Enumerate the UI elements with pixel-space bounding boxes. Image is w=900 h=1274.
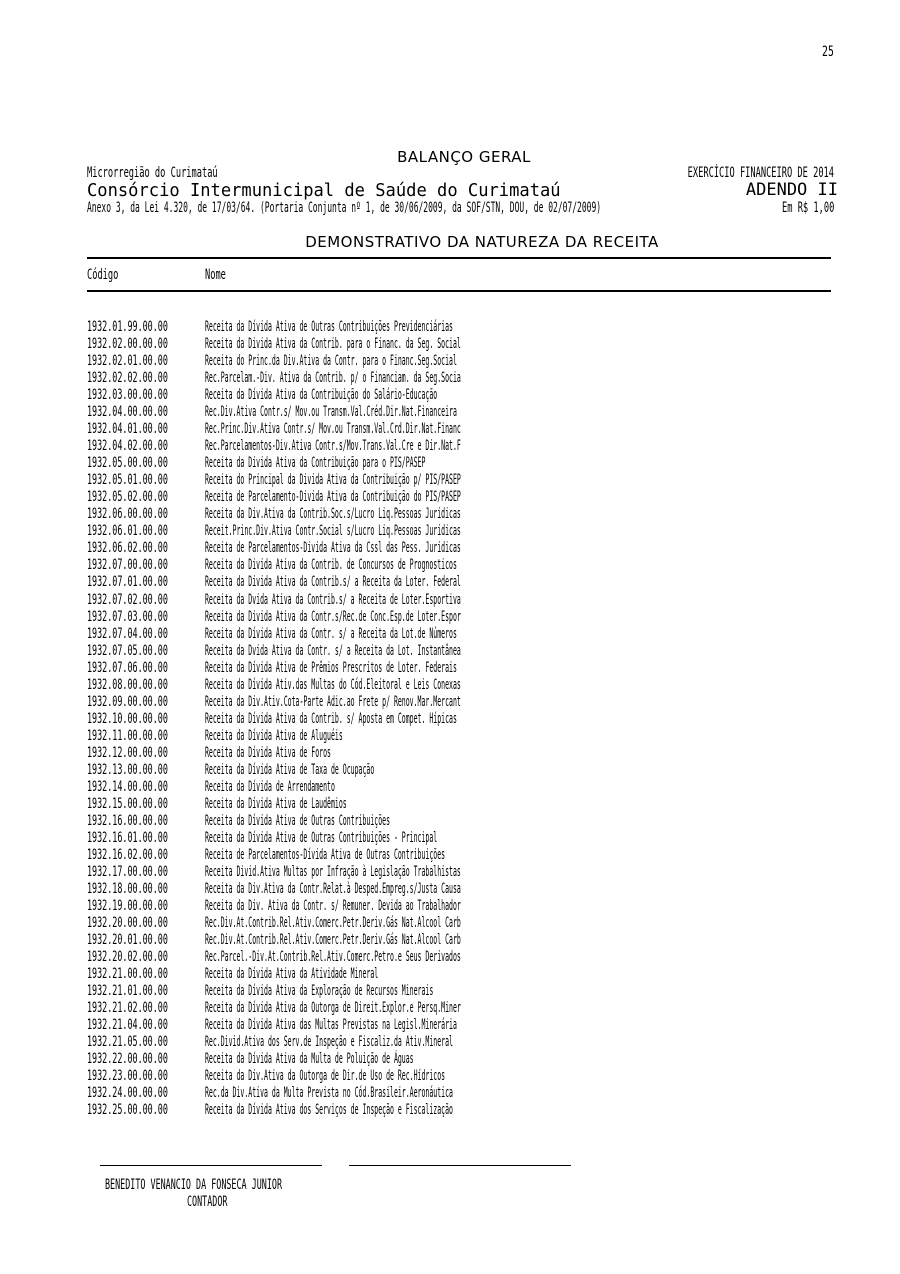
revenue-name: Rec.Princ.Div.Ativa Contr.s/ Mov.ou Transm.Val.Crd.Dir.Nat.Financ — [205, 421, 461, 438]
revenue-name: Receita da Dívida Ativa de Aluguéis — [205, 727, 343, 744]
revenue-code: 1932.21.00.00.00 — [87, 966, 168, 983]
table-row — [87, 932, 847, 949]
table-row — [87, 1068, 847, 1085]
revenue-name: Receita da Div.Ativa da Contrib.Soc.s/Lucro Liq.Pessoas Juridicas — [205, 506, 461, 523]
table-row — [87, 660, 847, 677]
table-row — [87, 779, 847, 796]
revenue-code: 1932.14.00.00.00 — [87, 778, 168, 795]
revenue-code: 1932.20.01.00.00 — [87, 932, 168, 949]
revenue-code: 1932.04.00.00.00 — [87, 404, 168, 421]
table-row — [87, 677, 847, 694]
revenue-code: 1932.20.02.00.00 — [87, 949, 168, 966]
entity-name: Consórcio Intermunicipal de Saúde do Curimataú — [87, 180, 561, 201]
table-row — [87, 592, 847, 609]
revenue-code: 1932.02.01.00.00 — [87, 353, 168, 370]
revenue-name: Receita da Dívida Ativa das Multas Previstas na Legisl.Minerária — [205, 1017, 457, 1034]
revenue-code: 1932.01.99.00.00 — [87, 319, 168, 335]
revenue-code: 1932.12.00.00.00 — [87, 744, 168, 761]
table-row — [87, 387, 847, 404]
revenue-name: Rec.Divid.Ativa dos Serv.de Inspeção e Fiscaliz.da Ativ.Mineral — [205, 1034, 453, 1051]
revenue-name: Receita da Dívida Ativa de Outras Contribuições — [205, 812, 391, 829]
revenue-name: Receita da Dívida Ativa dos Serviços de Inspeção e Fiscalização — [205, 1102, 453, 1119]
revenue-code: 1932.06.01.00.00 — [87, 523, 168, 540]
revenue-code: 1932.07.02.00.00 — [87, 591, 168, 608]
revenue-name: Receita de Parcelamentos-Dívida Ativa de Outras Contribuições — [205, 846, 446, 863]
revenue-code: 1932.04.01.00.00 — [87, 421, 168, 438]
signatory-name: BENEDITO VENANCIO DA FONSECA JUNIOR — [105, 1177, 283, 1193]
table-row — [87, 353, 847, 370]
revenue-code: 1932.07.03.00.00 — [87, 608, 168, 625]
revenue-code: 1932.06.02.00.00 — [87, 540, 168, 557]
revenue-name: Receita da Div. Ativa da Contr. s/ Remuner. Devida ao Trabalhador — [205, 898, 461, 915]
table-row — [87, 626, 847, 643]
revenue-name: Receita da Dívida Ativa de Foros — [205, 744, 331, 761]
revenue-name: Rec.Parcelam.-Div. Ativa da Contrib. p/ o Financiam. da Seg.Socia — [205, 370, 461, 387]
table-row — [87, 847, 847, 864]
revenue-name: Receita da Dívida Ativa da Contrib. s/ Aposta em Compet. Hípicas — [205, 710, 457, 727]
revenue-name: Rec.Div.At.Contrib.Rel.Ativ.Comerc.Petr.Deriv.Gás Nat.Alcool Carb — [205, 915, 461, 932]
report-title: BALANÇO GERAL — [397, 148, 531, 166]
table-row — [87, 643, 847, 660]
table-row — [87, 438, 847, 455]
revenue-code: 1932.08.00.00.00 — [87, 676, 168, 693]
revenue-code: 1932.03.00.00.00 — [87, 387, 168, 404]
revenue-name: Receita da Dívida Ativa de Outras Contribuições Previdenciárias — [205, 319, 453, 335]
revenue-code: 1932.07.04.00.00 — [87, 625, 168, 642]
revenue-name: Receita da Dívida Ativa de Outras Contribuições - Principal — [205, 829, 438, 846]
revenue-name: Receita da Dívida Ativa da Outorga de Direit.Explor.e Persq.Miner — [205, 1000, 461, 1017]
table-row — [87, 489, 847, 506]
revenue-name: Receita da Dívida Ativa da Contr. s/ a Receita da Lot.de Números — [205, 625, 457, 642]
table-row — [87, 762, 847, 779]
revenue-name: Receita da Divida Ativa da Contrib. para o Financ. da Seg. Social — [205, 336, 461, 353]
revenue-name: Receita Divid.Ativa Multas por Infração à Legislação Trabalhistas — [205, 864, 461, 880]
revenue-code: 1932.07.00.00.00 — [87, 557, 168, 574]
table-row — [87, 370, 847, 387]
revenue-code: 1932.07.06.00.00 — [87, 659, 168, 676]
table-row — [87, 1102, 847, 1119]
revenue-code: 1932.16.00.00.00 — [87, 812, 168, 829]
revenue-name: Receita da Dívida Ativa da Multa de Poluição de Águas — [205, 1051, 414, 1068]
revenue-code: 1932.04.02.00.00 — [87, 438, 168, 455]
revenue-code: 1932.09.00.00.00 — [87, 693, 168, 710]
signature-line-left — [100, 1165, 322, 1166]
table-row — [87, 421, 847, 438]
table-row — [87, 949, 847, 966]
table-row — [87, 319, 847, 336]
revenue-code: 1932.02.02.00.00 — [87, 370, 168, 387]
column-header-name: Nome — [205, 267, 226, 283]
revenue-code: 1932.25.00.00.00 — [87, 1102, 168, 1119]
revenue-name: Receita da Div.Ativa da Outorga de Dir.de Uso de Rec.Hídricos — [205, 1068, 446, 1085]
signatory-role: CONTADOR — [187, 1194, 228, 1210]
table-row — [87, 711, 847, 728]
table-row — [87, 864, 847, 881]
revenue-table-body — [87, 319, 847, 1119]
table-row — [87, 745, 847, 762]
revenue-name: Rec.Parcel.-Div.At.Contrib.Rel.Ativ.Comerc.Petro.e Seus Derivados — [205, 949, 461, 966]
header-rule-bottom — [87, 290, 831, 292]
table-row — [87, 983, 847, 1000]
table-row — [87, 813, 847, 830]
table-row — [87, 336, 847, 353]
table-row — [87, 609, 847, 626]
revenue-name: Receita da Divida Ativa da Contrib. de Concursos de Prognosticos — [205, 557, 457, 574]
revenue-code: 1932.13.00.00.00 — [87, 761, 168, 778]
signature-line-right — [349, 1165, 571, 1166]
revenue-code: 1932.10.00.00.00 — [87, 710, 168, 727]
revenue-code: 1932.21.04.00.00 — [87, 1017, 168, 1034]
table-row — [87, 830, 847, 847]
table-row — [87, 915, 847, 932]
revenue-name: Receita de Parcelamento-Divida Ativa da Contribuição do PIS/PASEP — [205, 489, 461, 506]
currency-label: Em R$ 1,00 — [781, 200, 834, 216]
revenue-name: Receit.Princ.Div.Ativa Contr.Social s/Lucro Liq.Pessoas Juridicas — [205, 523, 461, 540]
table-row — [87, 1051, 847, 1068]
revenue-code: 1932.16.02.00.00 — [87, 846, 168, 863]
section-title: DEMONSTRATIVO DA NATUREZA DA RECEITA — [305, 233, 659, 251]
revenue-name: Receita de Parcelamentos-Divida Ativa da Cssl das Pess. Juridicas — [205, 540, 461, 557]
revenue-name: Rec.da Div.Ativa da Multa Prevista no Cód.Brasileir.Aeronáutica — [205, 1085, 453, 1102]
table-row — [87, 898, 847, 915]
table-row — [87, 506, 847, 523]
page-number: 25 — [822, 44, 834, 60]
revenue-name: Rec.Div.Ativa Contr.s/ Mov.ou Transm.Val.Créd.Dir.Nat.Financeira — [205, 404, 457, 421]
revenue-code: 1932.11.00.00.00 — [87, 727, 168, 744]
revenue-name: Receita da Dívida Ativ.das Multas do Cód.Eleitoral e Leis Conexas — [205, 676, 461, 693]
revenue-name: Receita da Div.Ativa da Contr.Relat.à Desped.Empreg.s/Justa Causa — [205, 881, 461, 898]
revenue-code: 1932.18.00.00.00 — [87, 881, 168, 898]
revenue-code: 1932.17.00.00.00 — [87, 864, 168, 880]
addendum-label: ADENDO II — [745, 180, 838, 200]
revenue-name: Receita da Divida Ativa da Contrib.s/ a Receita da Loter. Federal — [205, 574, 461, 591]
revenue-name: Receita da Dívida Ativa de Taxa de Ocupação — [205, 761, 375, 778]
revenue-name: Receita da Dívida Ativa de Laudêmios — [205, 795, 347, 812]
revenue-code: 1932.05.01.00.00 — [87, 472, 168, 489]
header-rule-top — [87, 257, 831, 259]
fiscal-year-label: EXERCÍCIO FINANCEIRO DE 2014 — [687, 165, 834, 181]
revenue-code: 1932.16.01.00.00 — [87, 829, 168, 846]
revenue-name: Receita da Divida Ativa da Contribuição para o PIS/PASEP — [205, 455, 426, 472]
table-row — [87, 523, 847, 540]
revenue-code: 1932.21.02.00.00 — [87, 1000, 168, 1017]
revenue-code: 1932.07.01.00.00 — [87, 574, 168, 591]
revenue-name: Receita do Principal da Divida Ativa da Contribuição p/ PIS/PASEP — [205, 472, 461, 489]
revenue-name: Receita da Divida Ativa da Contr.s/Rec.de Conc.Esp.de Loter.Espor — [205, 608, 461, 625]
table-row — [87, 574, 847, 591]
table-row — [87, 540, 847, 557]
revenue-code: 1932.02.00.00.00 — [87, 336, 168, 353]
revenue-name: Receita do Princ.da Div.Ativa da Contr. para o Financ.Seg.Social — [205, 353, 457, 370]
revenue-code: 1932.19.00.00.00 — [87, 898, 168, 915]
table-row — [87, 404, 847, 421]
revenue-name: Receita da Dívida de Arrendamento — [205, 778, 335, 795]
revenue-code: 1932.06.00.00.00 — [87, 506, 168, 523]
revenue-name: Receita da Dívida Ativa da Atividade Mineral — [205, 966, 379, 983]
table-row — [87, 1034, 847, 1051]
revenue-code: 1932.05.00.00.00 — [87, 455, 168, 472]
revenue-code: 1932.15.00.00.00 — [87, 795, 168, 812]
table-row — [87, 966, 847, 983]
revenue-name: Receita da Dvida Ativa da Contr. s/ a Receita da Lot. Instantânea — [205, 642, 461, 659]
revenue-name: Rec.Div.At.Contrib.Rel.Ativ.Comerc.Petr.Deriv.Gás Nat.Alcool Carb — [205, 932, 461, 949]
table-row — [87, 694, 847, 711]
revenue-code: 1932.20.00.00.00 — [87, 915, 168, 932]
revenue-name: Receita da Div.Ativ.Cota-Parte Adic.ao Frete p/ Renov.Mar.Mercant — [205, 693, 461, 710]
revenue-name: Receita da Dívida Ativa da Exploração de Recursos Minerais — [205, 983, 434, 1000]
table-row — [87, 472, 847, 489]
table-row — [87, 1000, 847, 1017]
table-row — [87, 728, 847, 745]
table-row — [87, 1085, 847, 1102]
table-row — [87, 557, 847, 574]
revenue-code: 1932.22.00.00.00 — [87, 1051, 168, 1068]
revenue-code: 1932.23.00.00.00 — [87, 1068, 168, 1085]
revenue-name: Rec.Parcelamentos-Div.Ativa Contr.s/Mov.Trans.Val.Cre e Dir.Nat.F — [205, 438, 461, 455]
table-row — [87, 455, 847, 472]
revenue-code: 1932.05.02.00.00 — [87, 489, 168, 506]
column-header-code: Código — [87, 267, 119, 283]
revenue-name: Receita da Dívida Ativa de Prêmios Prescritos de Loter. Federais — [205, 659, 457, 676]
table-row — [87, 796, 847, 813]
revenue-code: 1932.07.05.00.00 — [87, 642, 168, 659]
table-row — [87, 1017, 847, 1034]
revenue-name: Receita da Dívida Ativa da Contribuição do Salário-Educação — [205, 387, 438, 404]
revenue-code: 1932.21.01.00.00 — [87, 983, 168, 1000]
legal-basis-text: Anexo 3, da Lei 4.320, de 17/03/64. (Portaria Conjunta nº 1, de 30/06/2009, da SOF/STN, DOU, de 02/07/2009) — [87, 200, 602, 216]
revenue-code: 1932.24.00.00.00 — [87, 1085, 168, 1102]
table-row — [87, 881, 847, 898]
revenue-code: 1932.21.05.00.00 — [87, 1034, 168, 1051]
revenue-name: Receita da Dvida Ativa da Contrib.s/ a Receita de Loter.Esportiva — [205, 591, 461, 608]
region-label: Microrregião do Curimataú — [87, 165, 218, 181]
